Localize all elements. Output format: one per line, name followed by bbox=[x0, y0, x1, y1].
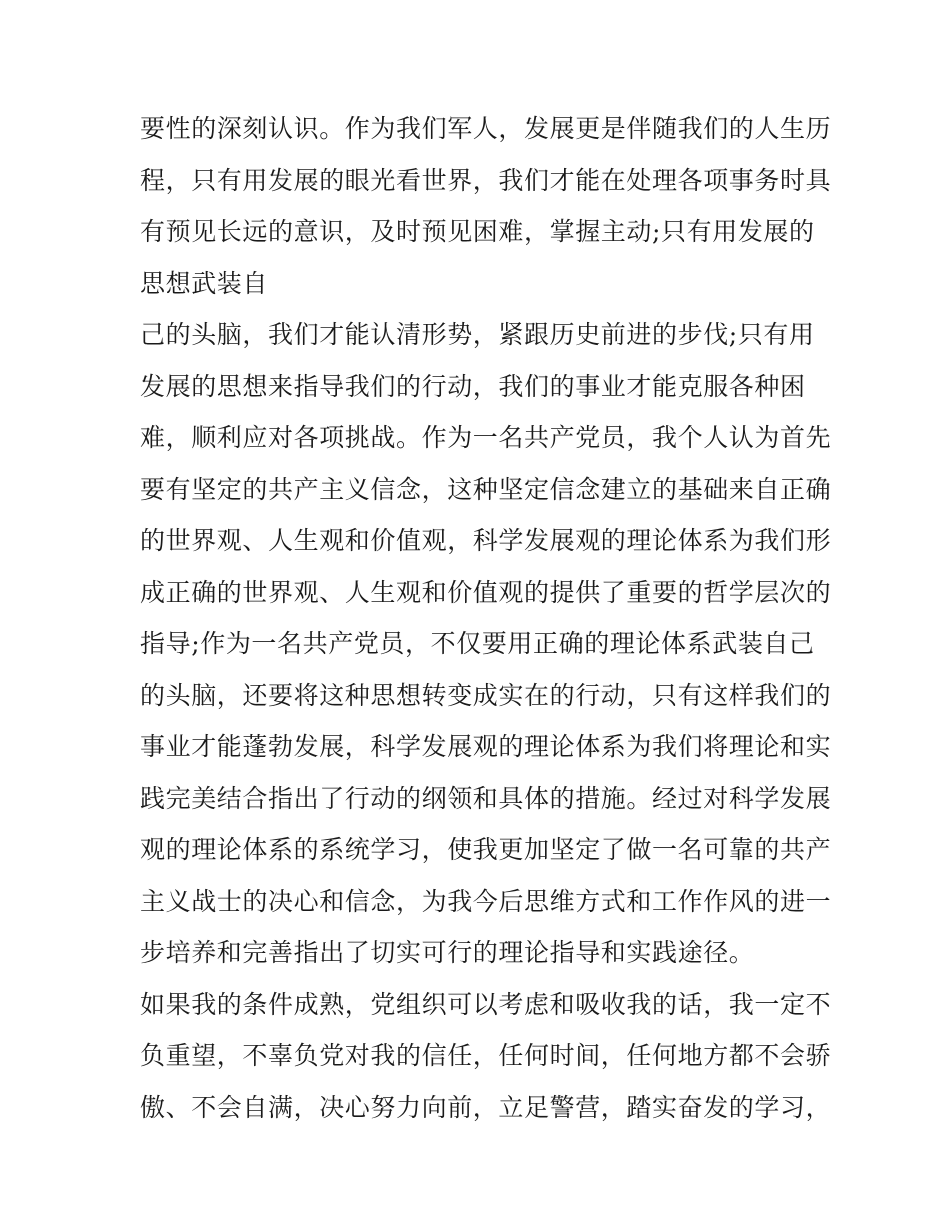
text-line: 难，顺利应对各项挑战。作为一名共产党员，我个人认为首先 bbox=[140, 423, 832, 452]
text-line: 己的头脑，我们才能认清形势，紧跟历史前进的步伐;只有用 bbox=[140, 320, 815, 349]
text-line: 观的理论体系的系统学习，使我更加坚定了做一名可靠的共产 bbox=[140, 835, 832, 864]
text-line: 思想武装自 bbox=[140, 268, 269, 298]
text-line: 程，只有用发展的眼光看世界，我们才能在处理各项事务时具 bbox=[140, 165, 832, 195]
text-line: 指导;作为一名共产党员，不仅要用正确的理论体系武装自己 bbox=[140, 629, 815, 658]
text-line: 要性的深刻认识。作为我们军人，发展更是伴随我们的人生历 bbox=[140, 114, 832, 143]
text-line: 如果我的条件成熟，党组织可以考虑和吸收我的话，我一定不 bbox=[140, 989, 832, 1019]
body-text bbox=[140, 103, 830, 1133]
text-line: 事业才能蓬勃发展，科学发展观的理论体系为我们将理论和实 bbox=[140, 732, 832, 761]
text-line: 成正确的世界观、人生观和价值观的提供了重要的哲学层次的 bbox=[140, 577, 832, 607]
text-line: 负重望，不辜负党对我的信任，任何时间，任何地方都不会骄 bbox=[140, 1041, 832, 1070]
text-line: 要有坚定的共产主义信念，这种坚定信念建立的基础来自正确 bbox=[140, 474, 832, 504]
text-line: 步培养和完善指出了切实可行的理论指导和实践途径。 bbox=[140, 938, 755, 967]
text-line: 发展的思想来指导我们的行动，我们的事业才能克服各种困 bbox=[140, 371, 806, 401]
text-line: 的头脑，还要将这种思想转变成实在的行动，只有这样我们的 bbox=[140, 680, 832, 710]
text-line: 践完美结合指出了行动的纲领和具体的措施。经过对科学发展 bbox=[140, 783, 832, 813]
text-line: 有预见长远的意识，及时预见困难，掌握主动;只有用发展的 bbox=[140, 217, 815, 246]
text-line: 傲、不会自满，决心努力向前，立足警营，踏实奋发的学习， bbox=[140, 1092, 832, 1122]
text-line: 主义战士的决心和信念，为我今后思维方式和工作作风的进一 bbox=[140, 886, 832, 916]
text-line: 的世界观、人生观和价值观，科学发展观的理论体系为我们形 bbox=[140, 526, 832, 555]
